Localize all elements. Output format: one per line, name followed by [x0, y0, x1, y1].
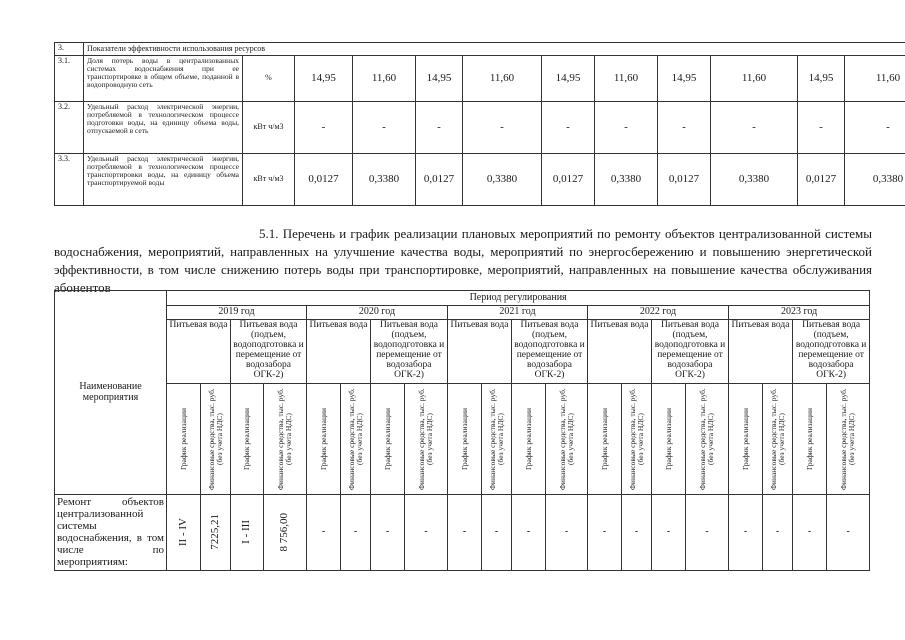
subheader-drinking-water-ogk2: Питьевая вода (подъем, водоподготовка и перемещение от водозабора ОГК-2): [793, 320, 870, 384]
schedule-column-header: График реализации: [167, 384, 201, 495]
finance-column-header: Финансовые средства, тыс. руб. (без учета НДС): [341, 384, 371, 495]
schedule-column-header: График реализации: [448, 384, 482, 495]
schedule-column-header: График реализации: [652, 384, 686, 495]
schedule-column-header: График реализации: [729, 384, 763, 495]
year-header: 2019 год: [167, 306, 307, 320]
subheader-drinking-water-ogk2: Питьевая вода (подъем, водоподготовка и перемещение от водозабора ОГК-2): [512, 320, 588, 384]
table-row: Ремонт объектов централизованной системы водоснабжения, в том числе по мероприятиям: II - IV 7225,21 I - III 8 756,00 - - - - - - - - - - - - - - - -: [55, 495, 870, 571]
year-header: 2020 год: [307, 306, 448, 320]
name-column-header: Наименование мероприятия: [55, 291, 167, 495]
year-header: 2022 год: [588, 306, 729, 320]
schedule-column-header: График реализации: [231, 384, 264, 495]
finance-column-header: Финансовые средства, тыс. руб. (без учета НДС): [827, 384, 870, 495]
period-header: Период регулирования: [167, 291, 870, 306]
schedule-column-header: График реализации: [371, 384, 405, 495]
subheader-drinking-water-ogk2: Питьевая вода (подъем, водоподготовка и перемещение от водозабора ОГК-2): [231, 320, 307, 384]
finance-column-header: Финансовые средства, тыс. руб. (без учета НДС): [546, 384, 588, 495]
schedule-column-header: График реализации: [512, 384, 546, 495]
activity-name: Ремонт объектов централизованной системы водоснабжения, в том числе по мероприятиям:: [55, 495, 167, 571]
subheader-drinking-water: Питьевая вода: [307, 320, 371, 384]
subheader-drinking-water: Питьевая вода: [167, 320, 231, 384]
section-paragraph: 5.1. Перечень и график реализации плановых мероприятий по ремонту объектов централизованной системы водоснабжения, мероприятий, направленных на улучшение качества воды, мероприятий по энергосбережению и повышению энергетической эффективности, в том числе снижению потерь воды при транспортировке, мероприятий, направленных на повышение качества обслуживания абонентов: [54, 226, 872, 295]
table-row: 3.3. Удельный расход электрической энергии, потребляемой в технологическом процессе транспортировки воды, на единицу объема транспортируемой воды кВт ч/м3 0,0127 0,3380 0,0127 0,3380 0,0127 0,3380 0,0127 0,3380 0,0127 0,3380: [55, 154, 905, 206]
finance-column-header: Финансовые средства, тыс. руб. (без учета НДС): [482, 384, 512, 495]
finance-column-header: Финансовые средства, тыс. руб. (без учета НДС): [405, 384, 448, 495]
finance-column-header: Финансовые средства, тыс. руб. (без учета НДС): [763, 384, 793, 495]
schedule-column-header: График реализации: [588, 384, 622, 495]
subheader-drinking-water-ogk2: Питьевая вода (подъем, водоподготовка и перемещение от водозабора ОГК-2): [652, 320, 729, 384]
finance-column-header: Финансовые средства, тыс. руб. (без учета НДС): [264, 384, 307, 495]
resource-efficiency-table: [54, 42, 905, 206]
schedule-column-header: График реализации: [307, 384, 341, 495]
year-header: 2023 год: [729, 306, 870, 320]
subheader-drinking-water-ogk2: Питьевая вода (подъем, водоподготовка и перемещение от водозабора ОГК-2): [371, 320, 448, 384]
finance-column-header: Финансовые средства, тыс. руб. (без учета НДС): [686, 384, 729, 495]
subheader-drinking-water: Питьевая вода: [729, 320, 793, 384]
year-header: 2021 год: [448, 306, 588, 320]
section-title: Показатели эффективности использования ресурсов: [84, 43, 905, 56]
subheader-drinking-water: Питьевая вода: [588, 320, 652, 384]
table-row: 3.2. Удельный расход электрической энергии, потребляемой в технологическом процессе подготовки воды, на единицу объема воды, отпускаемой в сеть кВт ч/м3 - - - - - - - - - -: [55, 102, 905, 154]
table-row: 3.1. Доля потерь воды в централизованных системах водоснабжения при ее транспортировке в общем объеме, поданной в водопроводную сеть % 14,95 11,60 14,95 11,60 14,95 11,60 14,95 11,60 14,95 11,60: [55, 56, 905, 102]
schedule-column-header: График реализации: [793, 384, 827, 495]
section-index: 3.: [55, 43, 84, 56]
subheader-drinking-water: Питьевая вода: [448, 320, 512, 384]
finance-column-header: Финансовые средства, тыс. руб. (без учета НДС): [201, 384, 231, 495]
activities-schedule-table: [54, 290, 870, 571]
finance-column-header: Финансовые средства, тыс. руб. (без учета НДС): [622, 384, 652, 495]
